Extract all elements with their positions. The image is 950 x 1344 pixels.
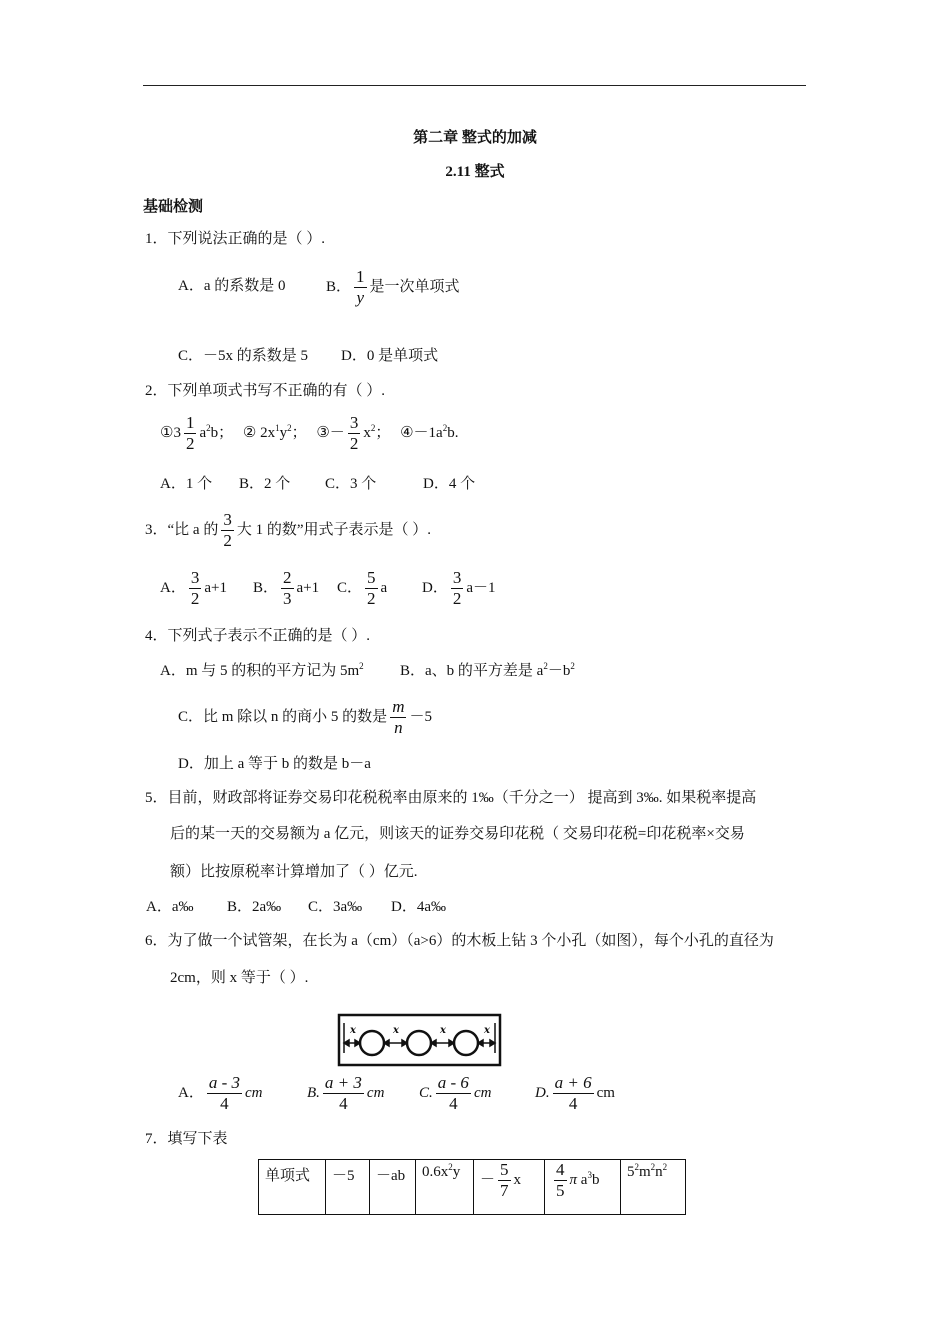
q5-option-a: A．a‰: [146, 899, 194, 915]
q3-stem-den: 2: [223, 531, 232, 550]
q3-a-num: 3: [190, 568, 200, 587]
q2-stem: 2．下列单项式书写不正确的有（ ）.: [145, 383, 386, 399]
q3-a-label: A．: [160, 579, 186, 596]
q1-option-c: C．－5x 的系数是 5: [178, 348, 309, 364]
q2-item3-num: 3: [349, 413, 359, 432]
q3-d-num: 3: [452, 568, 462, 587]
q3-b-den: 3: [283, 589, 292, 608]
q4-stem: 4．下列式子表示不正确的是（ ）.: [145, 628, 371, 644]
q2-option-a: A．1 个: [160, 476, 213, 492]
q7-cell-4: [474, 1160, 545, 1215]
q6-option-c: [419, 1073, 491, 1114]
q6-line2: 2cm，则 x 等于（ ）.: [170, 970, 309, 986]
q7-cell-2: －ab: [370, 1160, 416, 1215]
q6-d-label: D.: [535, 1084, 550, 1101]
table-row: [259, 1160, 686, 1215]
figure-label-x1: x: [350, 1025, 356, 1036]
q2-item3-den: 2: [349, 434, 359, 453]
q7-cell5-den: 5: [556, 1181, 565, 1200]
q6-b-label: B.: [307, 1084, 320, 1101]
q2-option-d: D．4 个: [423, 476, 476, 492]
section-title: 2.11 整式: [445, 164, 505, 180]
q6-c-label: C.: [419, 1084, 433, 1101]
q7-table: [258, 1159, 686, 1215]
q6-option-a: [178, 1073, 263, 1114]
q6-c-den: 4: [436, 1093, 471, 1114]
q5-option-c: C．3a‰: [308, 899, 363, 915]
q1-b-fraction: [354, 267, 367, 308]
q2-item1-fraction: [184, 413, 197, 454]
figure-label-x4: x: [484, 1025, 490, 1036]
q2-item3-suffix: $x^2$；: [363, 422, 391, 441]
q5-line1: 5．目前，财政部将证券交易印花税税率由原来的 1‰（千分之一） 提高到 3‰. 如果税率提高: [145, 790, 757, 806]
q6-option-b: [307, 1073, 384, 1114]
q4-c-prefix: C．比 m 除以 n 的商小 5 的数是: [178, 708, 388, 725]
q3-a-tail: a+1: [204, 579, 227, 596]
q3-stem-suffix: 大 1 的数”用式子表示是（ ）.: [236, 521, 431, 538]
q5-option-b: B．2a‰: [227, 899, 282, 915]
q1-b-den: y: [354, 287, 367, 308]
q6-a-label: A．: [178, 1084, 204, 1101]
q1-option-a: A．a 的系数是 0: [178, 278, 286, 294]
q2-item3-fraction: [348, 413, 361, 454]
q5-option-d: D．4a‰: [391, 899, 446, 915]
q3-stem-prefix: 3．“比 a 的: [145, 521, 219, 538]
q3-a-den: 2: [190, 589, 200, 608]
q2-items: [160, 413, 458, 454]
q7-cell-5: [545, 1160, 621, 1215]
q1-b-num: 1: [356, 267, 365, 286]
header-rule: [143, 85, 806, 86]
q7-cell-1: －5: [326, 1160, 370, 1215]
q3-b-fraction: [281, 568, 294, 609]
q3-c-fraction: [365, 568, 378, 609]
q3-stem-num: 3: [223, 510, 232, 529]
q3-d-label: D．: [422, 579, 448, 596]
q1-option-b: [326, 267, 460, 308]
q7-cell4-den: 7: [500, 1181, 509, 1200]
q3-b-num: 2: [283, 568, 292, 587]
q7-cell4-tail: x: [513, 1171, 522, 1188]
q2-item3-prefix: ③－: [316, 424, 345, 441]
q3-option-d: [422, 568, 496, 609]
q1-b-label: B．: [326, 278, 352, 295]
q2-item2: ② $2x^1y^2$；: [242, 422, 307, 441]
q7-cell4-prefix: －: [480, 1171, 496, 1188]
q2-item1-num: 1: [185, 413, 195, 432]
q6-d-fraction: [553, 1073, 594, 1114]
q4-c-suffix: －5: [409, 708, 432, 725]
q4-c-num: m: [392, 697, 405, 716]
q7-cell5-num: 4: [556, 1160, 565, 1179]
q7-row-header: 单项式: [259, 1160, 326, 1215]
chapter-title: 第二章 整式的加减: [413, 130, 537, 146]
q7-cell5-fraction: [554, 1160, 567, 1201]
q1-stem: 1．下列说法正确的是（ ）.: [145, 231, 326, 247]
q3-b-tail: a+1: [296, 579, 320, 596]
q6-b-fraction: [323, 1073, 364, 1114]
q3-option-a: [160, 568, 227, 609]
q6-d-den: 4: [553, 1093, 594, 1114]
q6-line1: 6．为了做一个试管架，在长为 a（cm）（a>6）的木板上钻 3 个小孔（如图），每个小孔的直径为: [145, 933, 774, 949]
q7-cell4-num: 5: [500, 1160, 509, 1179]
q3-option-b: [253, 568, 319, 609]
q3-stem-fraction: [221, 510, 234, 551]
q6-c-num: a - 6: [437, 1073, 469, 1092]
q3-b-label: B．: [253, 579, 279, 596]
q6-c-fraction: [436, 1073, 471, 1114]
q3-c-tail: a: [380, 579, 388, 596]
figure-label-x2: x: [393, 1025, 399, 1036]
q6-a-unit: cm: [245, 1084, 263, 1101]
q3-d-tail: a－1: [466, 579, 496, 596]
q2-item1-prefix: ①3: [160, 424, 181, 441]
q6-b-num: a + 3: [324, 1073, 362, 1092]
q3-option-c: [337, 568, 387, 609]
q7-cell-6: $5^2m^2n^2$: [621, 1160, 686, 1215]
q7-cell4-fraction: [498, 1160, 511, 1201]
q5-line3: 额）比按原税率计算增加了（ ）亿元.: [170, 864, 418, 880]
q5-line2: 后的某一天的交易额为 a 亿元，则该天的证券交易印花税（ 交易印花税=印花税率×交易: [170, 826, 745, 842]
q3-c-label: C．: [337, 579, 363, 596]
subsection-title: 基础检测: [143, 199, 204, 215]
q2-item1-suffix: $a^2b$；: [199, 422, 234, 441]
q2-option-c: C．3 个: [325, 476, 377, 492]
q3-c-den: 2: [367, 589, 376, 608]
q4-c-fraction: [390, 697, 406, 738]
q4-option-c: [178, 697, 432, 738]
q6-d-num: a + 6: [554, 1073, 592, 1092]
q6-a-den: 4: [207, 1093, 242, 1114]
q6-c-unit: cm: [473, 1084, 492, 1101]
q6-a-num: a - 3: [208, 1073, 241, 1092]
q6-d-unit: cm: [596, 1084, 615, 1101]
q1-b-text: 是一次单项式: [369, 278, 460, 295]
q6-b-unit: cm: [366, 1084, 385, 1101]
q7-cell-3: $0.6x^2y$: [416, 1160, 474, 1215]
q4-option-d: D．加上 a 等于 b 的数是 b－a: [178, 756, 371, 772]
q4-option-a: A．m 与 5 的积的平方记为 $5m^2$: [160, 661, 364, 679]
q1-option-d: D．0 是单项式: [341, 348, 439, 364]
q2-option-b: B．2 个: [239, 476, 291, 492]
q7-cell5-tail: π $a^3b$: [569, 1169, 600, 1188]
q7-stem: 7．填写下表: [145, 1131, 228, 1147]
q6-option-d: [535, 1073, 615, 1114]
q3-a-fraction: [189, 568, 202, 609]
q3-d-den: 2: [452, 589, 462, 608]
q3-c-num: 5: [367, 568, 376, 587]
q3-d-fraction: [451, 568, 464, 609]
q2-item1-den: 2: [185, 434, 195, 453]
q2-item4: $④-1a^2b$.: [400, 422, 459, 441]
test-tube-rack-figure: [337, 1013, 502, 1067]
q4-option-b: B．a、b 的平方差是 $a^2-b^2$: [400, 661, 575, 679]
q6-a-fraction: [207, 1073, 242, 1114]
figure-label-x3: x: [440, 1025, 446, 1036]
q6-b-den: 4: [323, 1093, 364, 1114]
q4-c-den: n: [390, 717, 406, 738]
q3-stem: [145, 510, 431, 551]
